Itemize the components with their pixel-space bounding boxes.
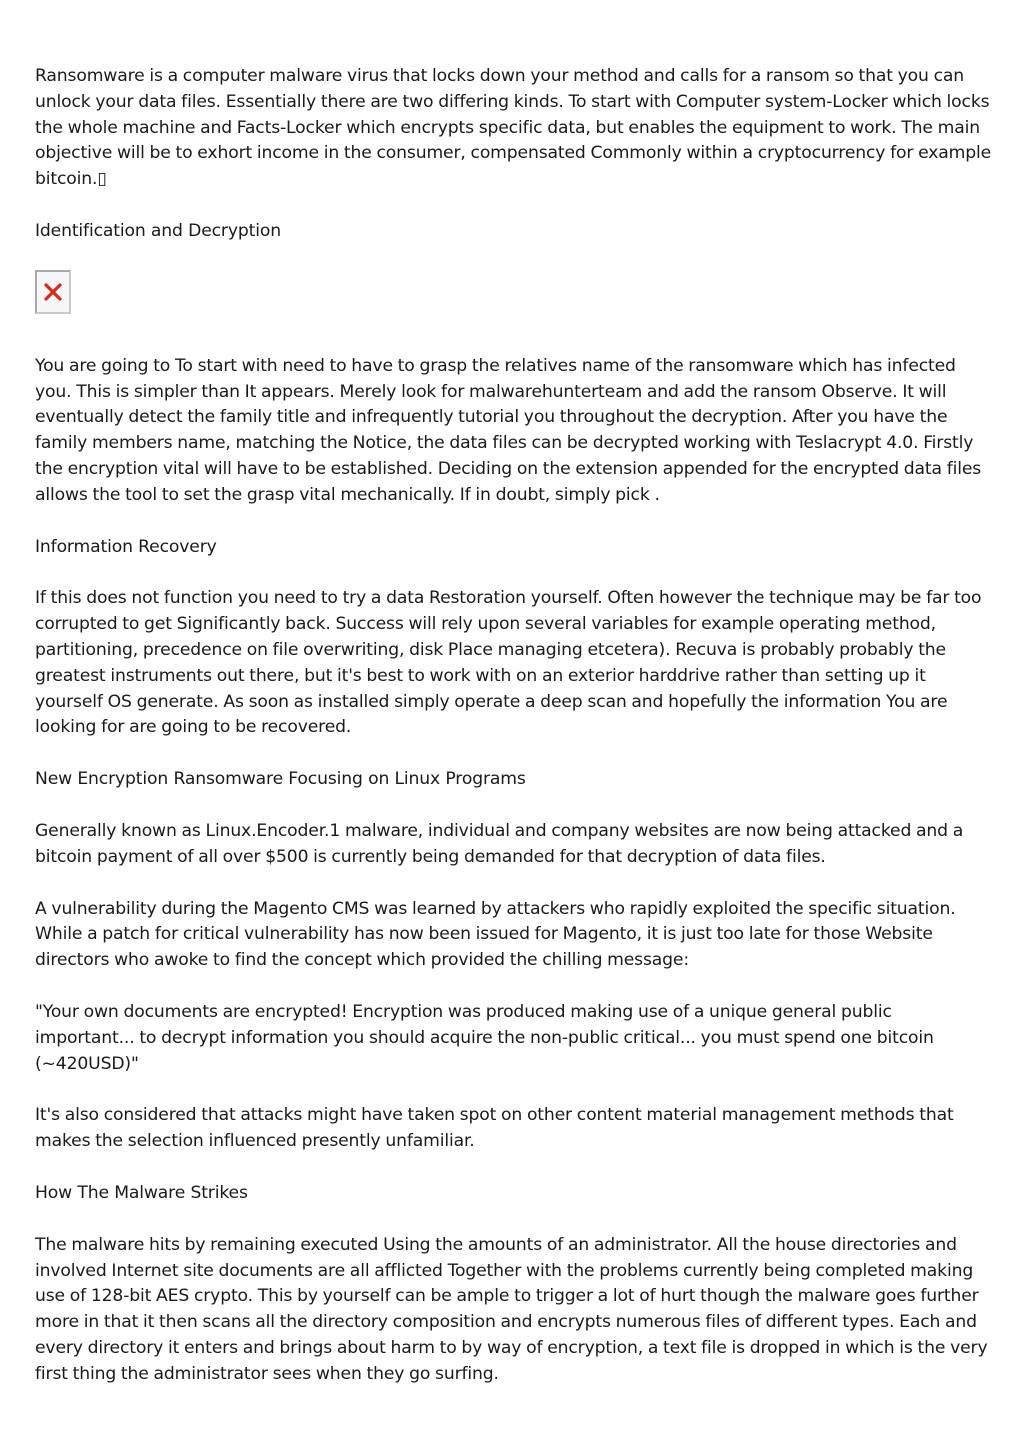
red-x-icon [43,282,63,302]
paragraph-intro: Ransomware is a computer malware virus that locks down your method and calls for a ransom so that you can unlock your data files. Essentially there are two differing kinds. To start with Computer system-Locker which locks the whole machine and Facts-Locker which encrypts specific data, but enables the equipment to work. The main objective will be to exhort income in the consumer, compensated Commonly within a cryptocurrency for example bitcoin.▯ [35,66,992,190]
heading-information-recovery: Information Recovery [35,536,217,557]
paragraph-identification: You are going to To start with need to have to grasp the relatives name of the ransomware which has infected you. This is simpler than It appears. Merely look for malwarehunterteam and add the ransom Observe. It will eventually detect the family title and infrequently tutorial you throughout the decryption. After you have the family members name, matching the Notice, the data files can be decrypted working with Teslacrypt 4.0. Firstly the encryption vital will have to be established. Deciding on the extension appended for the encrypted data files allows the tool to set the grasp vital mechanically. If in doubt, simply pick . [35,355,982,505]
paragraph-other-cms: It's also considered that attacks might have taken spot on other content material management methods that makes the selection influenced presently unfamiliar. [35,1105,954,1152]
heading-identification: Identification and Decryption [35,220,281,241]
broken-image-icon [35,270,71,314]
heading-linux-ransomware: New Encryption Ransomware Focusing on Linux Programs [35,769,526,790]
paragraph-ransom-quote: "Your own documents are encrypted! Encryption was produced making use of a unique general public important... to decrypt information you should acquire the non-public critical... you must spend one bitcoin (~420USD)" [35,1001,934,1074]
paragraph-linux-encoder: Generally known as Linux.Encoder.1 malware, individual and company websites are now being attacked and a bitcoin payment of all over $500 is currently being demanded for that decryption of data files. [35,820,964,867]
paragraph-magento: A vulnerability during the Magento CMS was learned by attackers who rapidly exploited the specific situation. While a patch for critical vulnerability has now been issued for Magento, it is just too late for those Website directors who awoke to find the concept which provided the chilling message: [35,898,956,971]
heading-how-malware-strikes: How The Malware Strikes [35,1182,248,1203]
article-body [35,64,993,1413]
paragraph-recovery: If this does not function you need to try a data Restoration yourself. Often however the technique may be far too corrupted to get Significantly back. Success will rely upon several variables for example operating method, partitioning, precedence on file overwriting, disk Place managing etcetera). Recuva is probably probably the greatest instruments out there, but it's best to work with on an exterior harddrive rather than setting up it yourself OS generate. As soon as installed simply operate a deep scan and hopefully the information You are looking for are going to be recovered. [35,588,982,738]
paragraph-malware-strikes: The malware hits by remaining executed Using the amounts of an administrator. All the house directories and involved Internet site documents are all afflicted Together with the problems currently being completed making use of 128-bit AES crypto. This by yourself can be ample to trigger a lot of hurt though the malware goes further more in that it then scans all the directory composition and encrypts numerous files of different types. Each and every directory it enters and brings about harm to by way of encryption, a text file is dropped in which is the very first thing the administrator sees when they go surfing. [35,1234,988,1384]
